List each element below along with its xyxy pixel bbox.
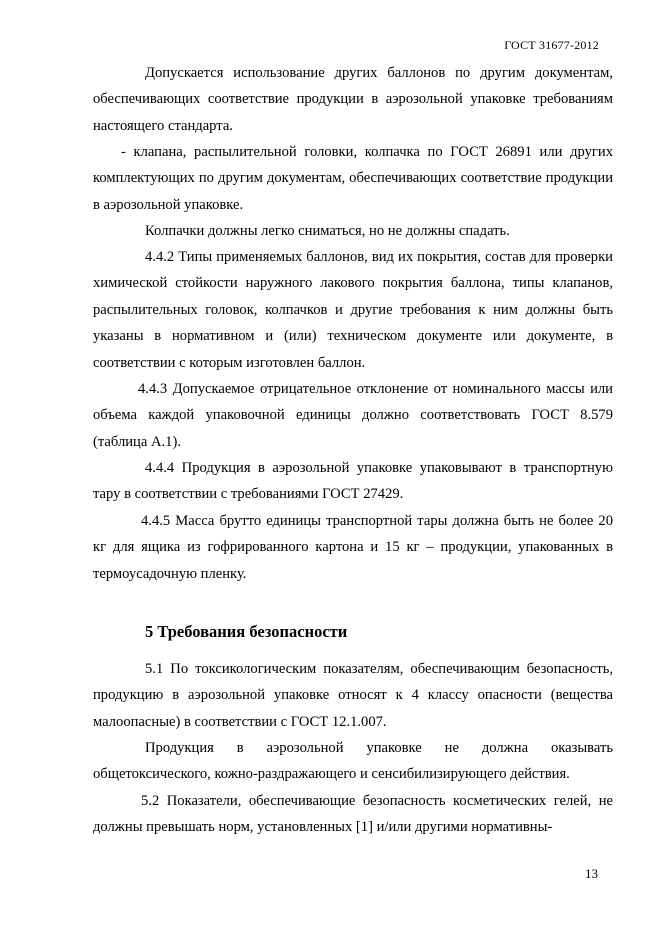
paragraph: 4.4.3 Допускаемое отрицательное отклонение от номинального массы или объема каждой упаковочной единицы должно соответствовать ГОСТ 8.579 (таблица А.1).: [93, 381, 613, 450]
paragraph: Допускается использование других баллонов по другим документам, обеспечивающих соответствие продукции в аэрозольной упаковке требованиям настоящего стандарта.: [93, 65, 613, 134]
paragraph: 4.4.4 Продукция в аэрозольной упаковке упаковывают в транспортную тару в соответствии с требованиями ГОСТ 27429.: [93, 460, 613, 503]
page-number: 13: [585, 866, 598, 881]
paragraph: - клапана, распылительной головки, колпачка по ГОСТ 26891 или других комплектующих по другим документам, обеспечивающих соответствие продукции в аэрозольной упаковке.: [93, 144, 613, 213]
paragraph: 4.4.5 Масса брутто единицы транспортной тары должна быть не более 20 кг для ящика из гофрированного картона и 15 кг – продукции, упакованных в термоусадочную пленку.: [93, 513, 613, 582]
paragraph: 5.2 Показатели, обеспечивающие безопасность косметических гелей, не должны превышать норм, установленных [1] и/или другими нормативны-: [93, 793, 613, 836]
paragraph: 4.4.2 Типы применяемых баллонов, вид их покрытия, состав для проверки химической стойкости наружного лакового покрытия баллона, типы клапанов, распылительных головок, колпачков и другие требования к ним должны быть указаны в нормативном и (или) техническом документе или документе, в соответствии с которым изготовлен баллон.: [93, 249, 613, 371]
section-title: 5 Требования безопасности: [145, 622, 348, 641]
paragraph: Колпачки должны легко сниматься, но не должны спадать.: [145, 223, 510, 239]
paragraph: Продукция в аэрозольной упаковке не должна оказывать общетоксического, кожно-раздражающего и сенсибилизирующего действия.: [93, 740, 613, 783]
document-header-code: ГОСТ 31677-2012: [504, 38, 599, 52]
paragraph: 5.1 По токсикологическим показателям, обеспечивающим безопасность, продукцию в аэрозольной упаковке относят к 4 классу опасности (вещества малоопасные) в соответствии с ГОСТ 12.1.007.: [93, 661, 613, 730]
